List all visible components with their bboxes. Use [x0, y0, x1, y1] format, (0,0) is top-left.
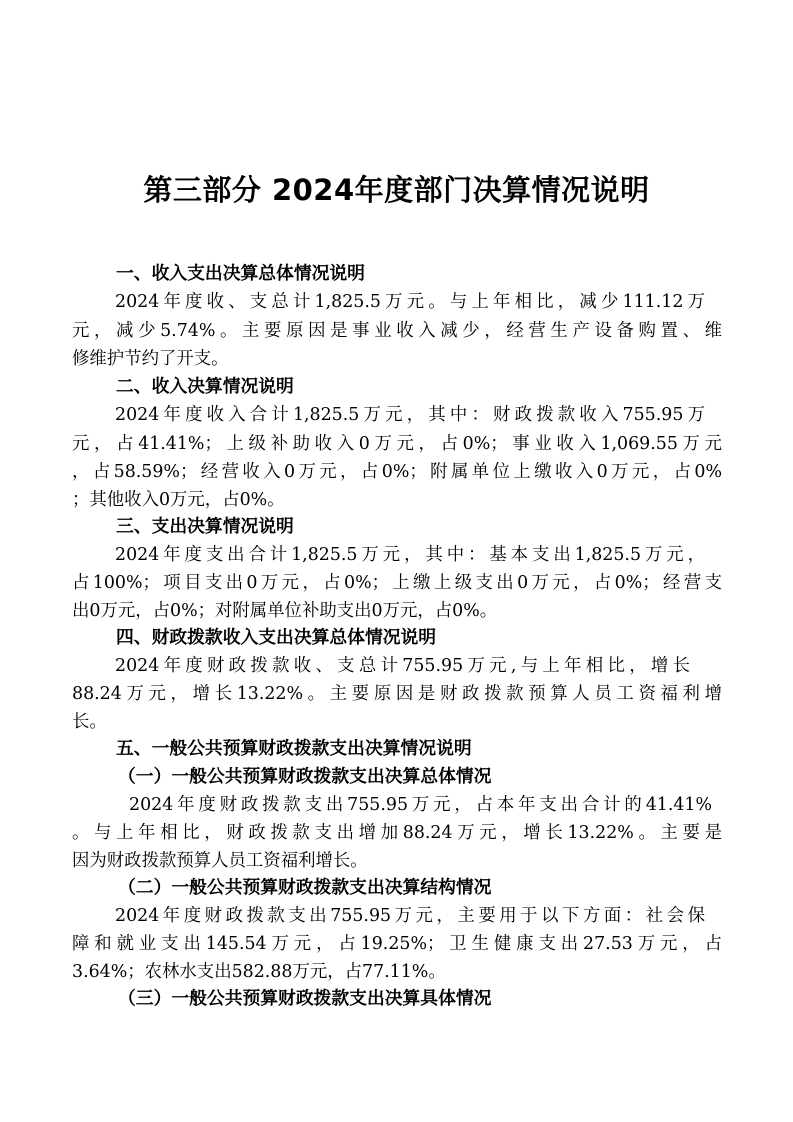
subsection-heading: （三）一般公共预算财政拨款支出决算具体情况	[118, 988, 492, 1009]
paragraph-line: 占100%；项目支出0万元，占0%；上缴上级支出0万元，占0%；经营支	[72, 573, 722, 593]
section-heading: 四、财政拨款收入支出决算总体情况说明	[116, 627, 437, 648]
page-title: 第三部分 2024年度部门决算情况说明	[143, 173, 650, 207]
paragraph-line: 2024年度财政拨款收、支总计755.95万元,与上年相比，增长	[115, 656, 690, 676]
paragraph-line: 2024年度财政拨款支出755.95万元，占本年支出合计的41.41%	[129, 795, 712, 815]
paragraph-line: 2024年度收入合计1,825.5万元，其中：财政拨款收入755.95万	[115, 405, 705, 425]
paragraph-line: 。与上年相比，财政拨款支出增加88.24万元，增长13.22%。主要是	[72, 823, 722, 843]
section-heading: 二、收入决算情况说明	[116, 376, 294, 397]
subsection-heading: （一）一般公共预算财政拨款支出决算总体情况	[118, 766, 492, 787]
paragraph-line: 长。	[72, 712, 107, 732]
paragraph-line: 2024年度财政拨款支出755.95万元，主要用于以下方面：社会保	[115, 906, 705, 926]
paragraph-line: 2024年度收、支总计1,825.5万元。与上年相比，减少111.12万	[115, 292, 705, 312]
section-heading: 三、支出决算情况说明	[116, 516, 294, 537]
paragraph-line: 元，减少5.74%。主要原因是事业收入减少，经营生产设备购置、维	[72, 321, 722, 341]
paragraph-line: 障和就业支出145.54万元，占19.25%；卫生健康支出27.53万元，占	[72, 934, 722, 954]
paragraph-line: 元，占41.41%；上级补助收入0万元，占0%；事业收入1,069.55万元	[72, 434, 722, 454]
paragraph-line: 3.64%；农林水支出582.88万元，占77.11%。	[72, 962, 446, 982]
paragraph-line: ；其他收入0万元，占0%。	[72, 490, 285, 510]
paragraph-line: ，占58.59%；经营收入0万元，占0%；附属单位上缴收入0万元，占0%	[72, 462, 722, 482]
paragraph-line: 88.24万元，增长13.22%。主要原因是财政拨款预算人员工资福利增	[72, 684, 722, 704]
section-heading: 五、一般公共预算财政拨款支出决算情况说明	[116, 738, 472, 759]
section-heading: 一、收入支出决算总体情况说明	[116, 263, 365, 284]
subsection-heading: （二）一般公共预算财政拨款支出决算结构情况	[118, 877, 492, 898]
paragraph-line: 因为财政拨款预算人员工资福利增长。	[72, 851, 368, 871]
paragraph-line: 2024年度支出合计1,825.5万元，其中：基本支出1,825.5万元，	[115, 545, 705, 565]
paragraph-line: 出0万元，占0%；对附属单位补助支出0万元，占0%。	[72, 601, 498, 621]
paragraph-line: 修维护节约了开支。	[72, 349, 229, 369]
